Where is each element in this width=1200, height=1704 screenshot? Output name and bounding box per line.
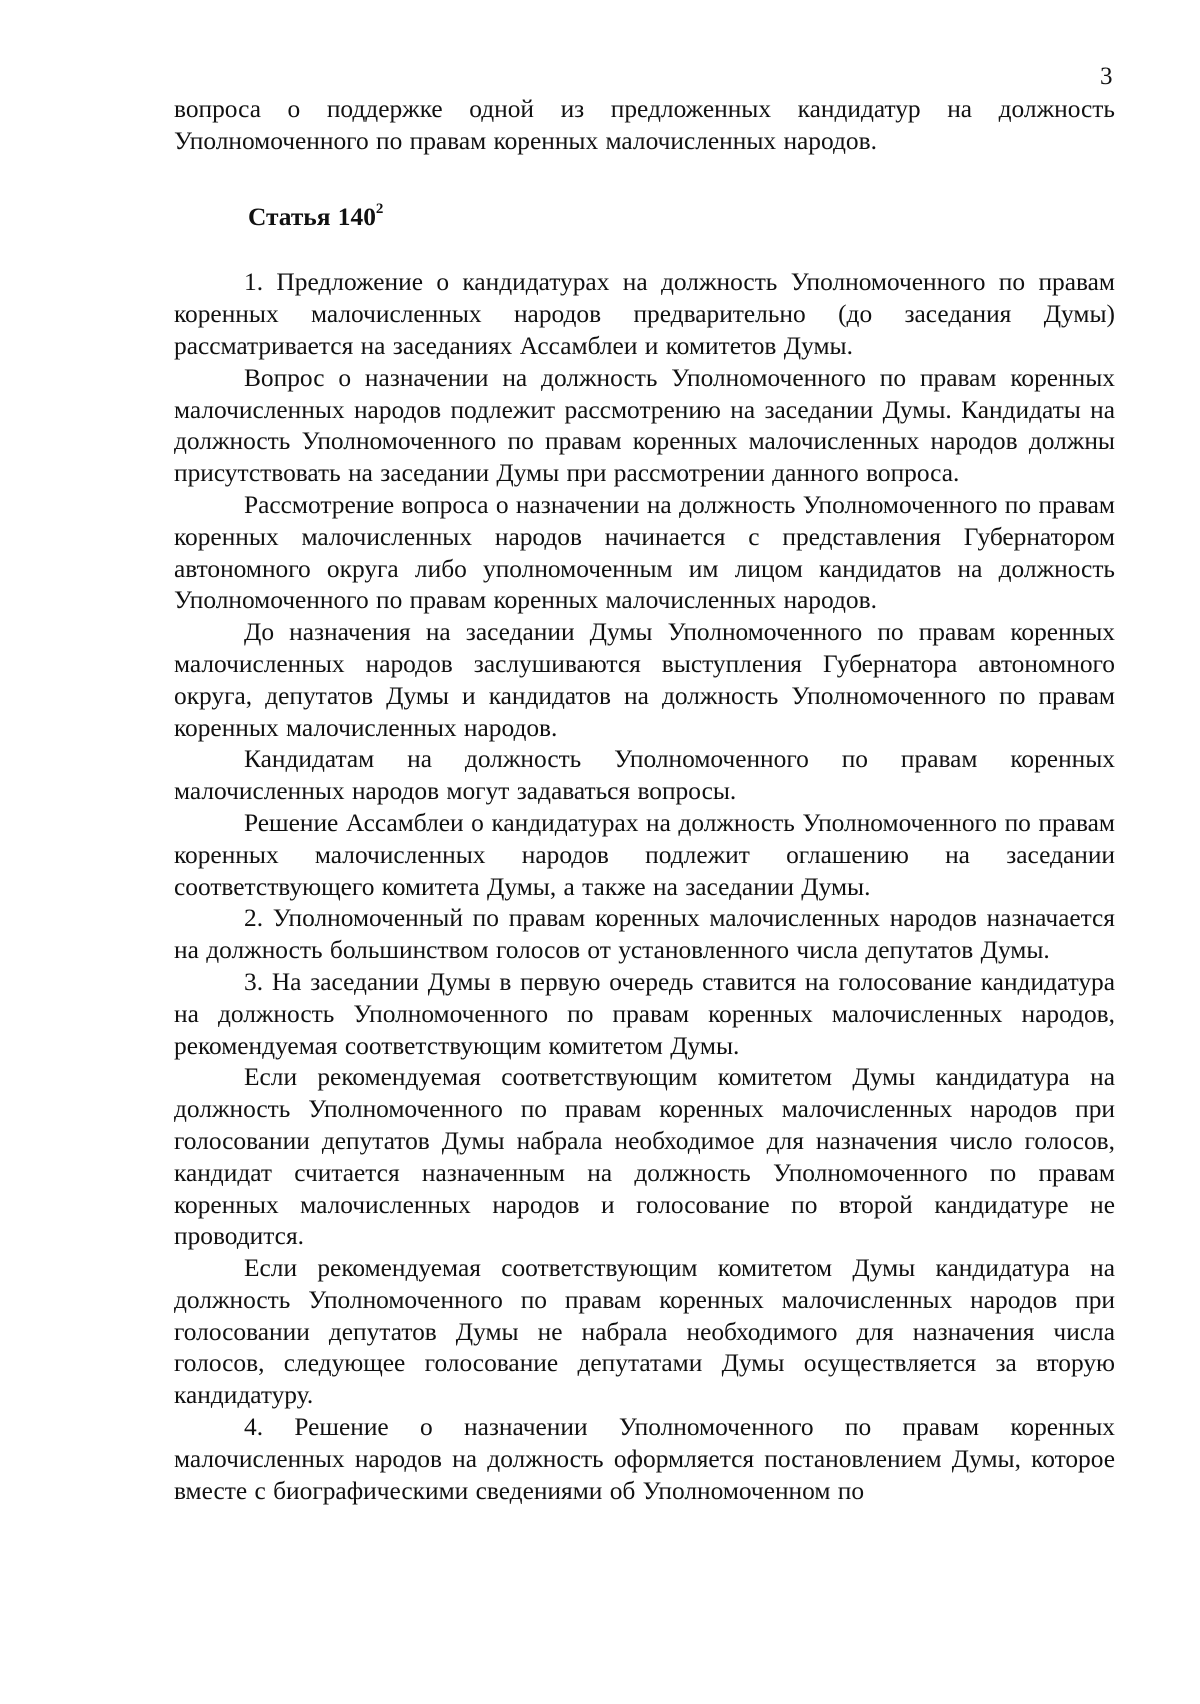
article-title: Статья 140 <box>248 202 376 231</box>
paragraph: Рассмотрение вопроса о назначении на должность Уполномоченного по правам коренных малочисленных народов начинается с представления Губернатором автономного округа либо уполномоченным им лицом кандидатов на должность Уполномоченного по правам коренных малочисленных народов. <box>174 490 1115 615</box>
document-body <box>174 94 1115 1507</box>
page-number: 3 <box>1100 63 1113 90</box>
paragraph: Вопрос о назначении на должность Уполномоченного по правам коренных малочисленных народов подлежит рассмотрению на заседании Думы. Кандидаты на должность Уполномоченного по правам коренных малочисленных народов должны присутствовать на заседании Думы при рассмотрении данного вопроса. <box>174 363 1115 488</box>
paragraph: 4. Решение о назначении Уполномоченного по правам коренных малочисленных народов на должность оформляется постановлением Думы, которое вместе с биографическими сведениями об Уполномоченном по <box>174 1413 1115 1505</box>
paragraph: Если рекомендуемая соответствующим комитетом Думы кандидатура на должность Уполномоченного по правам коренных малочисленных народов при голосовании депутатов Думы набрала необходимое для назначения число голосов, кандидат считается назначенным на должность Уполномоченного по правам коренных малочисленных народов и голосование по второй кандидатуре не проводится. <box>174 1063 1115 1251</box>
paragraph: Кандидатам на должность Уполномоченного по правам коренных малочисленных народов могут задаваться вопросы. <box>174 745 1115 806</box>
paragraph: 3. На заседании Думы в первую очередь ставится на голосование кандидатура на должность Уполномоченного по правам коренных малочисленных народов, рекомендуемая соответствующим комитетом Думы. <box>174 967 1115 1060</box>
paragraph: 1. Предложение о кандидатурах на должность Уполномоченного по правам коренных малочисленных народов предварительно (до заседания Думы) рассматривается на заседаниях Ассамблеи и комитетов Думы. <box>174 268 1115 360</box>
paragraph: 2. Уполномоченный по правам коренных малочисленных народов назначается на должность большинством голосов от установленного числа депутатов Думы. <box>174 904 1115 965</box>
article-title-superscript: 2 <box>375 201 384 218</box>
paragraph: Решение Ассамблеи о кандидатурах на должность Уполномоченного по правам коренных малочисленных народов подлежит оглашению на заседании соответствующего комитета Думы, а также на заседании Думы. <box>174 808 1115 901</box>
paragraph: Если рекомендуемая соответствующим комитетом Думы кандидатура на должность Уполномоченного по правам коренных малочисленных народов при голосовании депутатов Думы не набрала необходимого для назначения числа голосов, следующее голосование депутатами Думы осуществляется за вторую кандидатуру. <box>174 1254 1115 1410</box>
intro-paragraph: вопроса о поддержке одной из предложенных кандидатур на должность Уполномоченного по правам коренных малочисленных народов. <box>174 95 1115 155</box>
article-heading <box>248 202 1115 234</box>
paragraph: До назначения на заседании Думы Уполномоченного по правам коренных малочисленных народов заслушиваются выступления Губернатора автономного округа, депутатов Думы и кандидатов на должность Уполномоченного по правам коренных малочисленных народов. <box>174 618 1115 742</box>
